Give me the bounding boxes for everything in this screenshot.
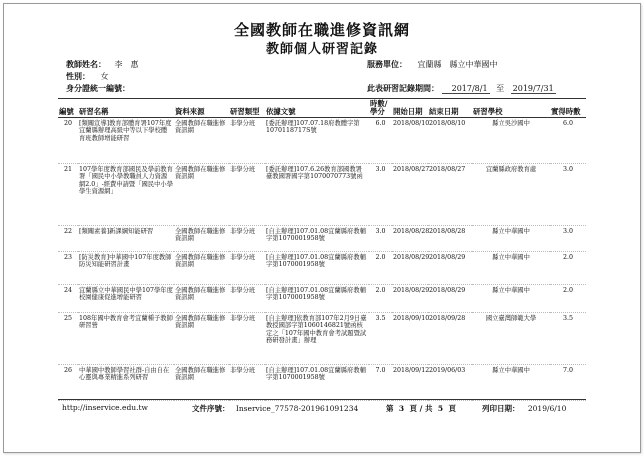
table-row [58, 118, 586, 164]
row-end: 2018/09/28 [429, 315, 466, 322]
row-no: 21 [63, 166, 72, 173]
row-no: 23 [63, 254, 72, 261]
col-header-name: 研習名稱 [78, 99, 174, 118]
row-start: 2018/09/10 [393, 315, 430, 322]
page-prefix: 第 [386, 404, 394, 413]
row-hours: 3.0 [375, 166, 386, 173]
print-date-row [482, 403, 566, 414]
page-title: 全國教師在職進修資訊網 [233, 21, 410, 39]
row-no: 24 [63, 287, 72, 294]
row-earned: 3.0 [562, 228, 573, 235]
page-total: 5 [437, 404, 444, 413]
row-name: 中華國中教師學習社群-自由自在心靈與專業精進系列研習 [79, 367, 170, 382]
row-school: 縣立中華國中 [492, 367, 530, 374]
row-name: [防災教育]中華國中107年度教師防災知能研習計畫 [79, 254, 172, 269]
teacher-gender: 女 [100, 72, 109, 81]
row-hours: 2.0 [375, 287, 386, 294]
doc-number: Inservice_77578-201961091234 [235, 404, 359, 413]
row-school: 宜蘭縣政府教育處 [485, 166, 537, 173]
col-header-type: 研習類型 [229, 99, 265, 118]
row-name: [類關宣導]教育部體育署107年度宜蘭縣辦理高級中等以下學校體育班教師增能研習 [79, 120, 172, 142]
service-unit: 宜蘭縣 縣立中華國中 [417, 60, 498, 69]
row-start: 2018/08/29 [393, 254, 430, 261]
row-doc: [自主辦理]依教育部107年2月9日臺教授國部字第1060146821號函核定之「107年國中教育會考試題暨試務研發計畫」辦理 [266, 315, 367, 344]
row-start: 2018/08/28 [393, 228, 430, 235]
row-end: 2019/06/03 [429, 367, 466, 374]
row-end: 2018/08/27 [429, 166, 466, 173]
row-name: [類關素養]新課綱知能研習 [79, 228, 154, 235]
row-no: 26 [63, 367, 72, 374]
service-unit-label: 服務單位： [367, 59, 407, 69]
row-school: 縣立中華國中 [492, 254, 530, 261]
row-name: 107學年度教育部國民及學前教育署「國民中小學教職員人力資源網2.0」-經費申請暨「國民中小學學生資源網」 [79, 166, 174, 195]
table-row [58, 164, 586, 226]
teacher-id-row [66, 83, 130, 94]
table-row [58, 226, 586, 252]
print-date: 2019/6/10 [527, 404, 567, 413]
row-hours: 6.0 [375, 120, 386, 127]
row-name: 宜蘭縣立中華國民中學107學年度校園健康促進增能研習 [79, 287, 173, 302]
row-end: 2018/08/29 [429, 254, 466, 261]
period-start: 2017/8/1 [442, 84, 490, 94]
row-source: 全國教師在職進修資訊網 [175, 166, 226, 181]
col-header-earned: 實得時數 [550, 99, 586, 118]
row-earned: 2.0 [562, 254, 573, 261]
row-doc: [自主辦理]107.01.08宜蘭縣府教輔字第1070001958號 [266, 254, 366, 269]
teacher-name: 李 惠 [114, 60, 139, 69]
page-suffix: 頁 [448, 404, 456, 413]
page-number: 3 [398, 404, 405, 413]
row-source: 全國教師在職進修資訊網 [175, 120, 226, 135]
col-header-start: 開始日期 [392, 99, 428, 118]
teacher-id-label: 身分證統一編號： [66, 83, 130, 93]
row-hours: 3.5 [375, 315, 386, 322]
row-school: 縣立中華國中 [492, 228, 530, 235]
service-unit-row [367, 59, 498, 70]
row-type: 非學分班 [230, 315, 256, 322]
row-hours: 3.0 [375, 228, 386, 235]
row-no: 25 [63, 315, 72, 322]
row-earned: 3.5 [562, 315, 573, 322]
row-doc: [自主辦理]107.01.08宜蘭縣府教輔字第1070001958號 [266, 228, 366, 243]
row-source: 全國教師在職進修資訊網 [175, 287, 226, 302]
row-type: 非學分班 [230, 120, 256, 127]
footer-url: http://inservice.edu.tw [62, 403, 148, 412]
row-no: 20 [63, 120, 72, 127]
row-earned: 7.0 [562, 367, 573, 374]
teacher-gender-row [66, 71, 109, 82]
table-header-row [58, 99, 586, 118]
col-header-doc: 依據文號 [265, 99, 369, 118]
row-start: 2018/08/27 [393, 166, 430, 173]
col-header-source: 資料來源 [174, 99, 229, 118]
row-hours: 2.0 [375, 254, 386, 261]
row-doc: [委託辦理]107.07.18府教體字第1070118717S號 [266, 120, 360, 135]
period-separator: 至 [496, 84, 505, 93]
row-source: 全國教師在職進修資訊網 [175, 228, 226, 243]
teacher-gender-label: 性別： [66, 71, 90, 81]
row-type: 非學分班 [230, 166, 256, 173]
teacher-name-label: 教師姓名： [66, 59, 106, 69]
page-subtitle: 教師個人研習記錄 [265, 42, 378, 57]
row-earned: 6.0 [562, 120, 573, 127]
table-row [58, 252, 586, 285]
row-end: 2018/08/29 [429, 287, 466, 294]
page-mid: 頁 / 共 [409, 404, 433, 413]
row-school: 國立臺灣師範大學 [485, 315, 537, 322]
row-school: 縣立吳沙國中 [492, 120, 530, 127]
row-source: 全國教師在職進修資訊網 [175, 254, 226, 269]
row-source: 全國教師在職進修資訊網 [175, 367, 226, 382]
row-type: 非學分班 [230, 228, 256, 235]
table-row [58, 365, 586, 401]
row-end: 2018/08/10 [429, 120, 466, 127]
col-header-no: 編號 [58, 99, 78, 118]
table-row [58, 313, 586, 365]
row-end: 2018/08/28 [429, 228, 466, 235]
col-header-end: 結束日期 [428, 99, 472, 118]
col-header-hours: 時數/學分 [369, 99, 392, 118]
page-indicator [386, 403, 456, 414]
record-period-row [367, 83, 556, 94]
row-source: 全國教師在職進修資訊網 [175, 315, 226, 330]
row-hours: 7.0 [375, 367, 386, 374]
training-records-table [58, 98, 586, 401]
row-earned: 2.0 [562, 287, 573, 294]
row-school: 縣立中華國中 [492, 287, 530, 294]
row-earned: 3.0 [562, 166, 573, 173]
doc-number-row [192, 403, 358, 414]
row-start: 2018/09/12 [393, 367, 430, 374]
print-date-label: 列印日期： [482, 404, 520, 413]
row-name: 108年國中教育會考宜蘭種子教師研習營 [79, 315, 173, 330]
row-doc: [自主辦理]107.01.08宜蘭縣府教輔字第1070001958號 [266, 287, 366, 302]
row-doc: [自主辦理]107.01.08宜蘭縣府教輔字第1070001958號 [266, 367, 366, 382]
row-start: 2018/08/10 [393, 120, 430, 127]
period-end: 2019/7/31 [512, 84, 554, 93]
row-type: 非學分班 [230, 254, 256, 261]
col-header-school: 研習學校 [472, 99, 550, 118]
row-doc: [委託辦理]107.6.26教育部國教署臺教國署國字第1070070773號函 [266, 166, 363, 181]
row-type: 非學分班 [230, 367, 256, 374]
row-type: 非學分班 [230, 287, 256, 294]
table-row [58, 285, 586, 313]
doc-number-label: 文件序號： [192, 404, 230, 413]
row-no: 22 [63, 228, 72, 235]
teacher-name-row [66, 59, 139, 70]
footer-divider [58, 399, 586, 400]
row-start: 2018/08/29 [393, 287, 430, 294]
record-period-label: 此表研習記錄期間： [367, 83, 439, 93]
